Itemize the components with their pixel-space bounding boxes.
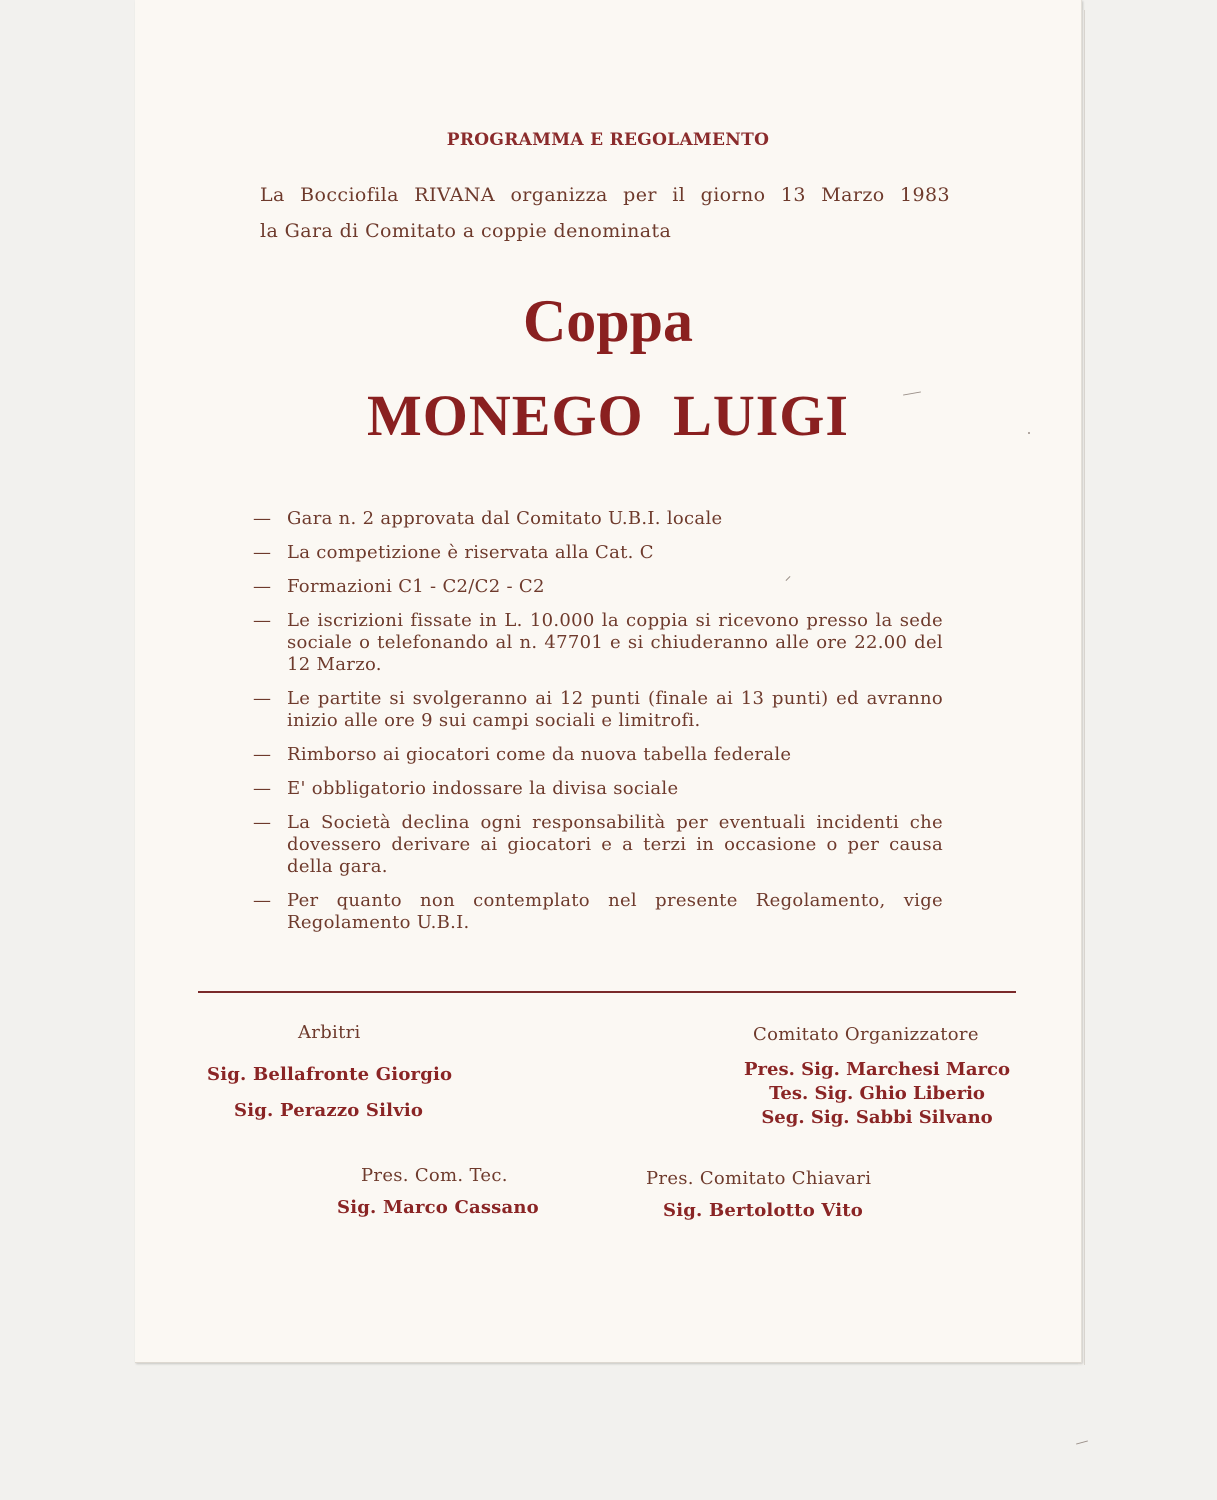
intro-paragraph: [260, 177, 950, 249]
dash-bullet: —: [253, 778, 272, 799]
rule-text: Rimborso ai giocatori come da nuova tabella federale: [287, 744, 792, 765]
arbitri-label: Arbitri: [298, 1022, 361, 1043]
rule-item: [253, 576, 943, 598]
dash-bullet: —: [253, 812, 272, 833]
intro-line-1: La Bocciofila RIVANA organizza per il giorno 13 Marzo 1983: [260, 184, 950, 206]
background-speck: [1076, 1440, 1088, 1444]
arbitro-name: Sig. Bellafronte Giorgio: [207, 1064, 453, 1085]
rule-text: Le iscrizioni fissate in L. 10.000 la coppia si ricevono presso la sede sociale o telefonando al n. 47701 e si chiuderanno alle ore 22.00 del 12 Marzo.: [287, 610, 943, 675]
dash-bullet: —: [253, 610, 272, 631]
rule-text: E' obbligatorio indossare la divisa sociale: [287, 778, 679, 799]
dash-bullet: —: [253, 744, 272, 765]
cup-title-line-1: Coppa: [522, 288, 694, 354]
rule-item: [253, 812, 943, 878]
rule-item: [253, 542, 943, 564]
rule-item: [253, 508, 943, 530]
comitato-names: [735, 1058, 1019, 1130]
com-tec-name: Sig. Marco Cassano: [337, 1197, 539, 1218]
rule-item: [253, 688, 943, 732]
rule-text: Le partite si svolgeranno ai 12 punti (finale ai 13 punti) ed avranno inizio alle ore 9 sui campi sociali e limitrofi.: [287, 688, 943, 731]
dash-bullet: —: [253, 542, 272, 563]
rule-item: [253, 778, 943, 800]
com-tec-label: Pres. Com. Tec.: [361, 1165, 508, 1186]
rule-item: [253, 890, 943, 934]
rules-list: [253, 508, 943, 946]
dash-bullet: —: [253, 890, 272, 911]
dash-bullet: —: [253, 508, 272, 529]
rule-item: [253, 610, 943, 676]
comitato-label: Comitato Organizzatore: [753, 1024, 979, 1045]
chiavari-label: Pres. Comitato Chiavari: [646, 1168, 872, 1189]
intro-line-2: la Gara di Comitato a coppie denominata: [260, 220, 672, 242]
document-sheet: [135, 0, 1082, 1363]
comitato-member-name: Pres. Sig. Marchesi Marco: [744, 1059, 1010, 1080]
chiavari-name: Sig. Bertolotto Vito: [663, 1200, 863, 1221]
rule-item: [253, 744, 943, 766]
dash-bullet: —: [253, 688, 272, 709]
comitato-member-name: Tes. Sig. Ghio Liberio: [769, 1083, 985, 1104]
document-heading: PROGRAMMA E REGOLAMENTO: [446, 130, 770, 150]
comitato-member-name: Seg. Sig. Sabbi Silvano: [761, 1107, 993, 1128]
rule-text: Per quanto non contemplato nel presente Regolamento, vige Regolamento U.B.I.: [287, 890, 943, 933]
dash-bullet: —: [253, 576, 272, 597]
rule-text: Gara n. 2 approvata dal Comitato U.B.I. locale: [287, 508, 723, 529]
arbitro-name: Sig. Perazzo Silvio: [234, 1100, 424, 1121]
section-divider: [198, 991, 1016, 993]
rule-text: La Società declina ogni responsabilità per eventuali incidenti che dovessero derivare ai giocatori e a terzi in occasione o per causa della gara.: [287, 812, 943, 877]
document-content: [135, 0, 1081, 1362]
rule-text: Formazioni C1 - C2/C2 - C2: [287, 576, 545, 597]
background-speck: [1028, 432, 1030, 434]
cup-title-line-2: MONEGO LUIGI: [367, 383, 849, 448]
rule-text: La competizione è riservata alla Cat. C: [287, 542, 654, 563]
